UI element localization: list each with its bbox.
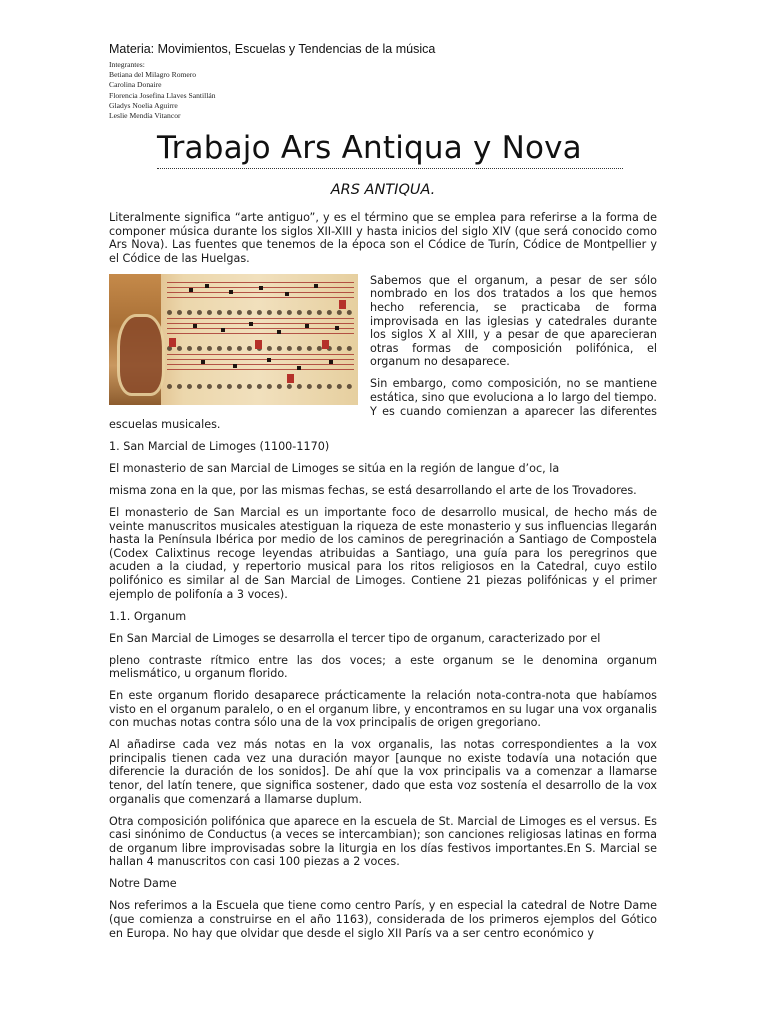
subject-line: Materia: Movimientos, Escuelas y Tendencias de la música [109,42,436,56]
section-heading: Notre Dame [109,877,177,891]
paragraph: Al añadirse cada vez más notas en la vox organalis, las notas correspondientes a la vox principalis tienen cada vez una duración mayor [aunque no existe todavía una notación que diferencie la duración de los sonidos]. De ahí que la vox principalis va a comenzar a llamarse tenor, del latín tenere, que significa sostener, dado que esta voz sostenía el desarrollo de la vox organalis que comenzará a llamarse duplum. [109,738,657,806]
section-heading: 1.1. Organum [109,609,187,623]
members-list [109,60,216,121]
paragraph: Otra composición polifónica que aparece en la escuela de St. Marcial de Limoges es el versus. Es casi sinónimo de Conductus (a veces se intercambian); son canciones religiosas latinas en forma de organum libre improvisadas sobre la liturgia en los días festivos importantes.En S. Marcial se hallan 4 manuscritos con casi 100 piezas a 2 voces. [109,814,657,869]
body-text [109,211,657,949]
paragraph: Literalmente significa “arte antiguo”, y es el término que se emplea para referirse a la forma de componer música durante los siglos XII-XIII y hasta inicios del siglo XIV (que será conocido como Ars Nova). Las fuentes que tenemos de la época son el Códice de Turín, Códice de Montpellier y el Códice de las Huelgas. [109,211,657,265]
section-heading: 1. San Marcial de Limoges (1100-1170) [109,440,330,454]
member-name: Florencia Josefina Llaves Santillán [109,90,216,100]
paragraph: En este organum florido desaparece prácticamente la relación nota-contra-nota que habíamos visto en el organum paralelo, o en el organum libre, y encontramos en su lugar una vox organalis con muchas notas contra sólo una de la vox principalis de origen gregoriano. [109,689,657,730]
member-name: Leslie Mendía Vitancor [109,111,181,121]
paragraph: El monasterio de san Marcial de Limoges se sitúa en la región de langue d’oc, la [109,462,560,476]
paragraph: Nos referimos a la Escuela que tiene como centro París, y en especial la catedral de Notre Dame (que comienza a construirse en el año 1163), considerada de los primeros ejemplos del Gótico en Europa. No hay que olvidar que desde el siglo XII París va a ser centro económico y [109,899,657,940]
member-name: Gladys Noelia Aguirre [109,100,178,110]
paragraph: pleno contraste rítmico entre las dos voces; a este organum se le denomina organum melismático, u organum florido. [109,653,657,681]
paragraph: En San Marcial de Limoges se desarrolla el tercer tipo de organum, caracterizado por el [109,631,601,645]
paragraph: El monasterio de San Marcial es un importante foco de desarrollo musical, de hecho más de veinte manuscritos musicales atestiguan la riqueza de este monasterio y sus influencias llegarán hasta la Península Ibérica por medio de los caminos de peregrinación a Santiago de Compostela (Codex Calixtinus recoge leyendas atribuidas a Santiago, una guía para los peregrinos que acuden a la ciudad, y repertorio musical para los ritos religiosos en la Catedral, cuyo estilo polifónico es similar al de San Marcial de Limoges. Contiene 21 piezas polifónicas y el primer ejemplo de polifonía a 3 voces). [109,506,657,601]
manuscript-image [109,274,358,405]
document-title: Trabajo Ars Antiqua y Nova [157,128,623,169]
paragraph: Sabemos que el organum, a pesar de ser sólo nombrado en los dos tratados a los que hemos hecho referencia, se practicaba de forma improvisada en las iglesias y catedrales durante los siglos X al XIII, y a pesar de que aparecieran otras formas de composición polifónica, el organum no desaparece. [370,273,657,369]
section-heading: ARS ANTIQUA. [330,182,436,198]
members-label: Integrantes: [109,60,145,69]
paragraph: misma zona en la que, por las mismas fechas, se está desarrollando el arte de los Trovadores. [109,484,637,498]
member-name: Carolina Donaire [109,80,162,90]
paragraph: Sin embargo, como composición, no se mantiene estática, sino que evoluciona a lo largo del tiempo. Y es cuando comienzan a aparecer las diferentes escuelas musicales. [109,377,657,432]
member-name: Betiana del Milagro Romero [109,70,197,80]
